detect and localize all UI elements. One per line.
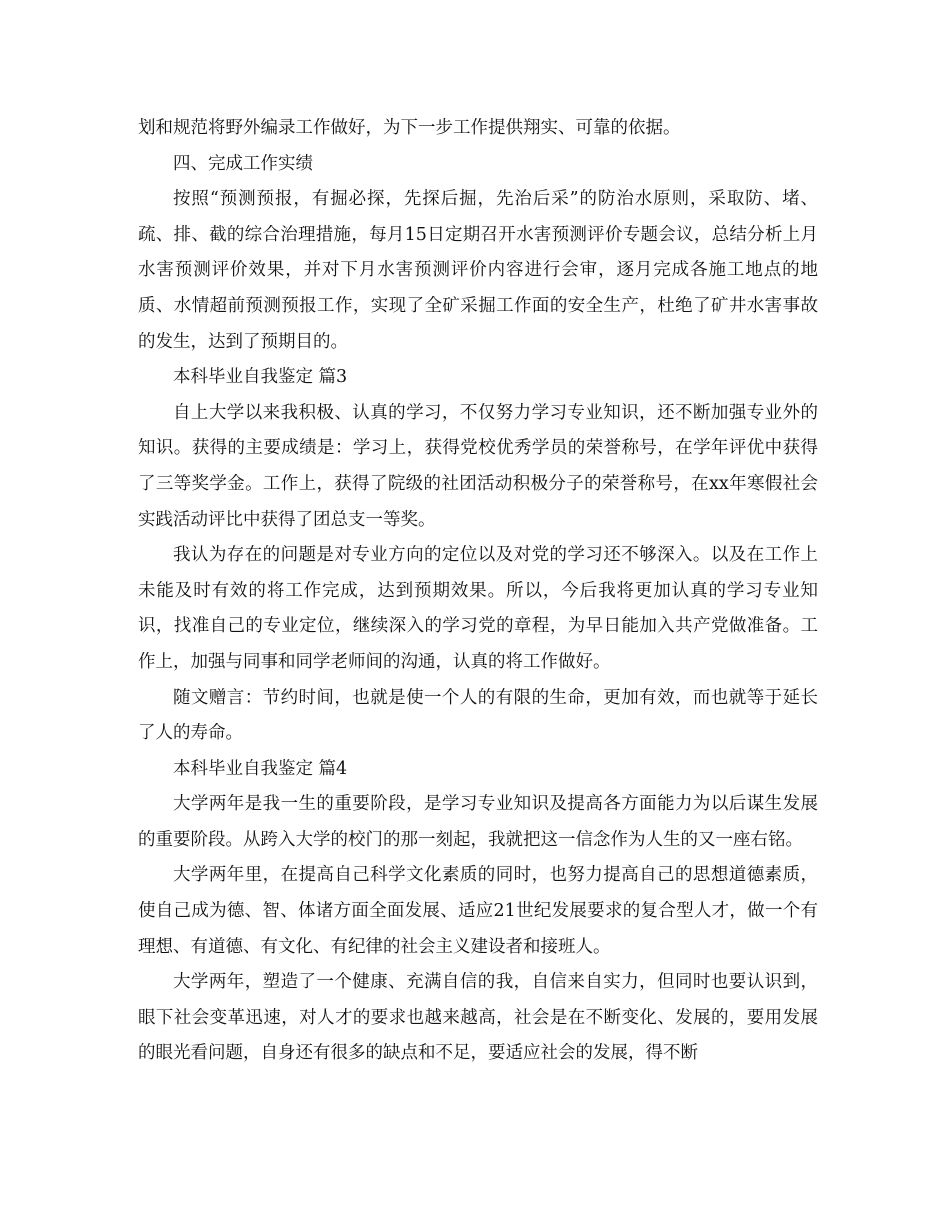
paragraph-continuation: 划和规范将野外编录工作做好，为下一步工作提供翔实、可靠的依据。 [138, 118, 681, 138]
paragraph-two-years-intro: 大学两年是我一生的重要阶段，是学习专业知识及提高各方面能力为以后谋生发展的重要阶段。从跨入大学的校门的那一刻起，我就把这一信念作为人生的又一座右铭。 [138, 794, 818, 850]
document-body [138, 111, 818, 1072]
section-heading-achievements: 四、完成工作实绩 [173, 153, 313, 174]
paragraph-achievements-study: 自上大学以来我积极、认真的学习，不仅努力学习专业知识，还不断加强专业外的知识。获得的主要成绩是：学习上，获得党校优秀学员的荣誉称号，在学年评优中获得了三等奖学金。工作上，获得了院级的社团活动积极分子的荣誉称号，在xx年寒假社会实践活动评比中获得了团总支一等奖。 [138, 402, 818, 530]
paragraph-water-prevention: 按照“预测预报，有掘必探，先探后掘，先治后采”的防治水原则，采取防、堵、疏、排、截的综合治理措施，每月15日定期召开水害预测评价专题会议，总结分析上月水害预测评价效果，并对下月水害预测评价内容进行会审，逐月完成各施工地点的地质、水情超前预测预报工作，实现了全矿采掘工作面的安全生产，杜绝了矿井水害事故的发生，达到了预期目的。 [138, 189, 818, 352]
section-heading-part-3: 本科毕业自我鉴定 篇3 [173, 367, 348, 388]
section-heading-part-4: 本科毕业自我鉴定 篇4 [173, 758, 348, 779]
paragraph-problems-plans: 我认为存在的问题是对专业方向的定位以及对党的学习还不够深入。以及在工作上未能及时有效的将工作完成，达到预期效果。所以，今后我将更加认真的学习专业知识，找准自己的专业定位，继续深入的学习党的章程，为早日能加入共产党做准备。工作上，加强与同事和同学老师间的沟通，认真的将工作做好。 [138, 545, 818, 672]
paragraph-confidence: 大学两年，塑造了一个健康、充满自信的我，自信来自实力，但同时也要认识到，眼下社会变革迅速，对人才的要求也越来越高，社会是在不断变化、发展的，要用发展的眼光看问题，自身还有很多的缺点和不足，要适应社会的发展，得不断 [138, 972, 818, 1064]
paragraph-moral-development: 大学两年里，在提高自己科学文化素质的同时，也努力提高自己的思想道德素质，使自己成为德、智、体诸方面全面发展、适应21世纪发展要求的复合型人才，做一个有理想、有道德、有文化、有纪律的社会主义建设者和接班人。 [138, 865, 818, 957]
paragraph-closing-quote: 随文赠言：节约时间，也就是使一个人的有限的生命，更加有效，而也就等于延长了人的寿命。 [138, 687, 818, 744]
